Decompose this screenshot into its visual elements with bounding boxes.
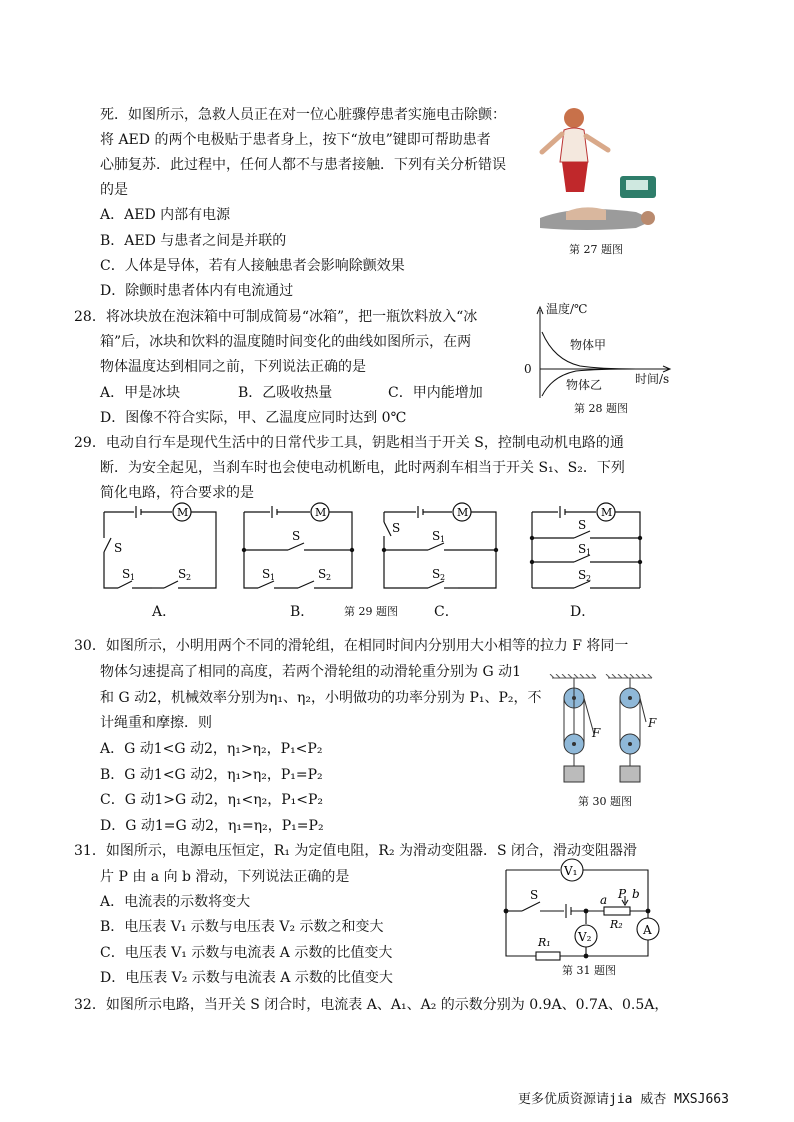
svg-text:1: 1 bbox=[270, 573, 276, 582]
q30-line-3: 和 G 动2，机械效率分别为η₁、η₂，小明做功的功率分别为 P₁、P₂，不 bbox=[100, 690, 542, 706]
q31-caption: 第 31 题图 bbox=[562, 964, 616, 977]
svg-text:2: 2 bbox=[586, 574, 592, 583]
pulley-systems-illustration bbox=[546, 674, 666, 788]
q31-line-2: 片 P 由 a 向 b 滑动，下列说法正确的是 bbox=[100, 869, 350, 885]
circuit-31 bbox=[500, 856, 668, 962]
q29-option-d: D． bbox=[570, 604, 596, 620]
circuit-c bbox=[376, 500, 506, 595]
q30-line-2: 物体匀速提高了相同的高度，若两个滑轮组的动滑轮重分别为 G 动1 bbox=[100, 664, 521, 680]
voltmeter-v1: V₁ bbox=[564, 864, 578, 878]
q31-option-b: B．电压表 V₁ 示数与电压表 V₂ 示数之和变大 bbox=[100, 919, 384, 935]
q27-line-4: 的是 bbox=[100, 182, 128, 198]
svg-text:1: 1 bbox=[586, 548, 592, 557]
q28-option-c: C．甲内能增加 bbox=[388, 385, 483, 401]
force-f-right: F bbox=[648, 716, 657, 730]
svg-text:1: 1 bbox=[440, 535, 446, 544]
q29-option-b: B． bbox=[290, 604, 315, 620]
r1-label: R₁ bbox=[538, 936, 551, 949]
q27-caption: 第 27 题图 bbox=[569, 243, 623, 256]
svg-text:2: 2 bbox=[440, 573, 446, 582]
q32-line-1: 32．如图所示电路，当开关 S 闭合时，电流表 A、A₁、A₂ 的示数分别为 0.9A、0.7A、0.5A， bbox=[74, 997, 669, 1013]
svg-text:M: M bbox=[457, 506, 469, 519]
q28-line-3: 物体温度达到相同之前，下列说法正确的是 bbox=[100, 359, 366, 375]
q31-line-1: 31．如图所示，电源电压恒定，R₁ 为定值电阻，R₂ 为滑动变阻器．S 闭合，滑动变阻器滑 bbox=[74, 843, 638, 859]
svg-text:S: S bbox=[578, 568, 587, 582]
q29-line-1: 29．电动自行车是现代生活中的日常代步工具，钥匙相当于开关 S，控制电动机电路的通 bbox=[74, 435, 624, 451]
q29-caption: 第 29 题图 bbox=[344, 605, 398, 618]
q30-option-a: A．G 动1<G 动2，η₁>η₂，P₁<P₂ bbox=[100, 741, 323, 757]
q28-option-d: D．图像不符合实际，甲、乙温度应同时达到 0℃ bbox=[100, 410, 407, 426]
slider-end-a: a bbox=[600, 893, 608, 907]
graph-origin-label: 0 bbox=[524, 362, 532, 376]
slider-p: P bbox=[618, 887, 627, 901]
svg-text:2: 2 bbox=[326, 573, 332, 582]
switch-s-label: S bbox=[530, 888, 539, 902]
q27-line-2: 将 AED 的两个电极贴于患者身上，按下“放电”键即可帮助患者 bbox=[100, 132, 491, 148]
circuit-b bbox=[236, 500, 366, 595]
q28-line-1: 28．将冰块放在泡沫箱中可制成简易“冰箱”，把一瓶饮料放入“冰 bbox=[74, 309, 478, 325]
curve-a-label: 物体甲 bbox=[570, 338, 607, 352]
q30-caption: 第 30 题图 bbox=[578, 795, 632, 808]
motor-label: M bbox=[177, 506, 189, 519]
circuit-a bbox=[96, 500, 226, 595]
force-f-left: F bbox=[592, 726, 601, 740]
q27-option-a: A．AED 内部有电源 bbox=[100, 207, 231, 223]
q30-line-4: 计绳重和摩擦．则 bbox=[100, 715, 212, 731]
switch-s1-label: S bbox=[122, 567, 131, 581]
ammeter-a: A bbox=[643, 923, 652, 937]
svg-text:S: S bbox=[578, 518, 587, 532]
q27-option-c: C．人体是导体，若有人接触患者会影响除颤效果 bbox=[100, 258, 405, 274]
q30-option-d: D．G 动1=G 动2，η₁=η₂，P₁=P₂ bbox=[100, 818, 324, 834]
q29-line-2: 断．为安全起见，当刹车时也会使电动机断电，此时两刹车相当于开关 S₁、S₂．下列 bbox=[100, 460, 625, 476]
r2-label: R₂ bbox=[610, 918, 623, 931]
svg-text:M: M bbox=[315, 506, 327, 519]
svg-text:S: S bbox=[318, 567, 327, 581]
aed-rescue-illustration bbox=[536, 100, 666, 240]
q29-option-a: A． bbox=[152, 604, 177, 620]
q29-line-3: 简化电路，符合要求的是 bbox=[100, 485, 254, 501]
svg-text:M: M bbox=[601, 506, 613, 519]
q31-option-d: D．电压表 V₂ 示数与电流表 A 示数的比值变大 bbox=[100, 970, 393, 986]
q28-option-a: A．甲是冰块 bbox=[100, 385, 181, 401]
q27-option-d: D．除颤时患者体内有电流通过 bbox=[100, 283, 294, 299]
q27-option-b: B．AED 与患者之间是并联的 bbox=[100, 233, 287, 249]
graph-x-label: 时间/s bbox=[635, 372, 670, 386]
graph-y-label: 温度/℃ bbox=[546, 302, 588, 316]
q31-option-a: A．电流表的示数将变大 bbox=[100, 894, 251, 910]
slider-end-b: b bbox=[632, 887, 640, 901]
svg-text:S: S bbox=[578, 542, 587, 556]
q31-option-c: C．电压表 V₁ 示数与电流表 A 示数的比值变大 bbox=[100, 945, 393, 961]
switch-s2-label: S bbox=[178, 567, 187, 581]
svg-text:2: 2 bbox=[186, 573, 192, 582]
svg-text:1: 1 bbox=[130, 573, 136, 582]
q27-line-3: 心肺复苏．此过程中，任何人都不与患者接触．下列有关分析错误 bbox=[100, 157, 506, 173]
svg-text:S: S bbox=[262, 567, 271, 581]
footer-note: 更多优质资源请jia 威杏 MXSJ663 bbox=[518, 1092, 729, 1107]
svg-text:S: S bbox=[432, 529, 441, 543]
q28-caption: 第 28 题图 bbox=[574, 402, 628, 415]
q30-option-b: B．G 动1<G 动2，η₁>η₂，P₁=P₂ bbox=[100, 767, 323, 783]
q29-option-c: C． bbox=[434, 604, 459, 620]
svg-text:S: S bbox=[432, 567, 441, 581]
q30-option-c: C．G 动1>G 动2，η₁<η₂，P₁<P₂ bbox=[100, 792, 324, 808]
switch-s-label: S bbox=[114, 541, 123, 555]
q27-line-1: 死．如图所示，急救人员正在对一位心脏骤停患者实施电击除颤： bbox=[100, 107, 506, 123]
svg-text:S: S bbox=[292, 529, 301, 543]
q28-option-b: B．乙吸收热量 bbox=[238, 385, 333, 401]
curve-b-label: 物体乙 bbox=[566, 378, 603, 392]
circuit-d bbox=[524, 500, 654, 595]
svg-text:S: S bbox=[392, 521, 401, 535]
q30-line-1: 30．如图所示，小明用两个不同的滑轮组，在相同时间内分别用大小相等的拉力 F 将同一 bbox=[74, 638, 629, 654]
voltmeter-v2: V₂ bbox=[578, 930, 592, 944]
q28-line-2: 箱”后，冰块和饮料的温度随时间变化的曲线如图所示，在两 bbox=[100, 334, 472, 350]
